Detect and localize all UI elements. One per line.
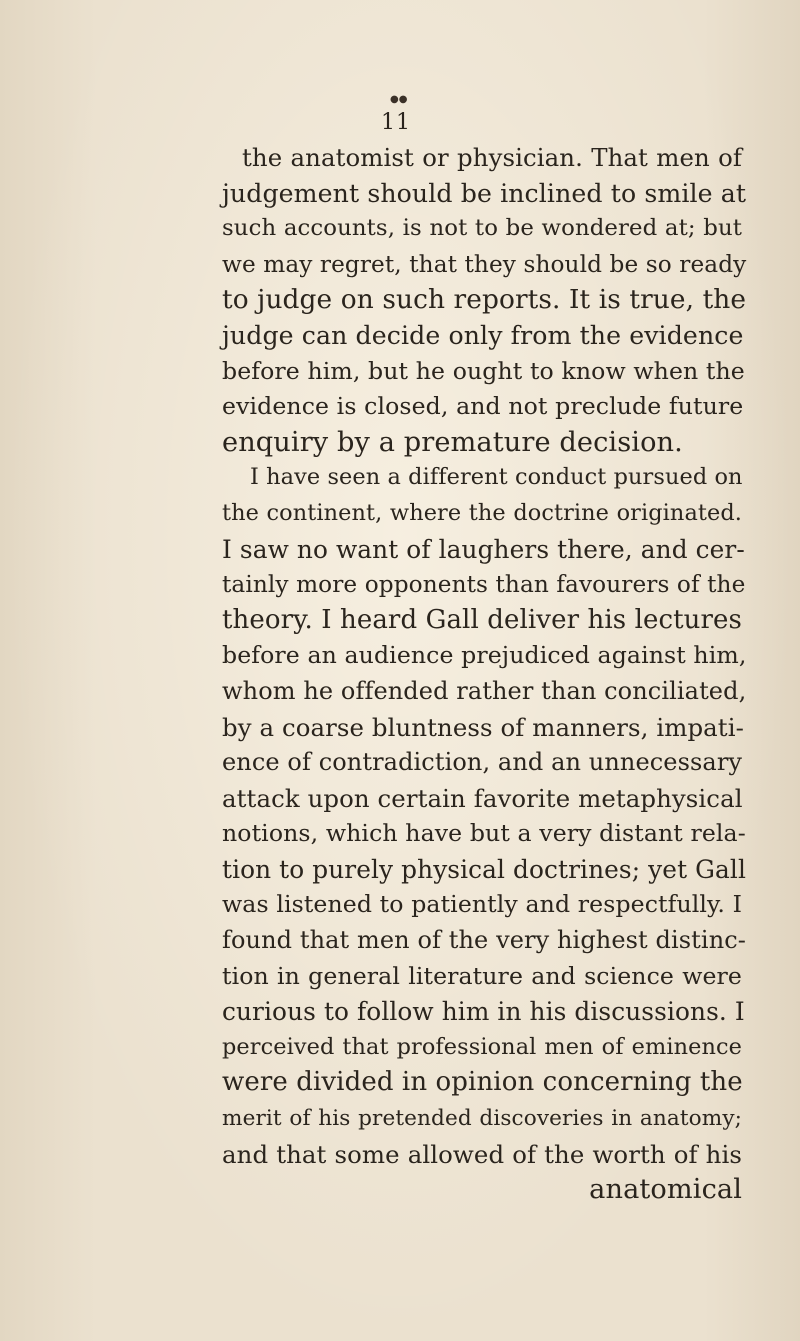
body-text (222, 140, 747, 1208)
text-line: before an audience prejudiced against him, (222, 641, 747, 670)
text-line: merit of his pretended discoveries in anatomy; (222, 1106, 742, 1132)
text-line: by a coarse bluntness of manners, impati- (222, 712, 744, 742)
text-line: and that some allowed of the worth of his (222, 1139, 742, 1169)
text-line: to judge on such reports. It is true, the (222, 284, 747, 316)
text-line: notions, which have but a very distant rela- (222, 819, 746, 848)
text-line: I saw no want of laughers there, and cer- (222, 534, 745, 564)
text-line: judgement should be inclined to smile at (222, 178, 747, 208)
text-line: attack upon certain favorite metaphysical (222, 783, 743, 813)
page-number: 11 (381, 110, 411, 135)
text-line: the continent, where the doctrine originated. (222, 499, 742, 526)
text-line: found that men of the very highest distinc- (222, 926, 747, 955)
text-line: whom he offended rather than conciliated, (222, 676, 747, 705)
text-line: was listened to patiently and respectfully. I (222, 890, 742, 919)
text-line: ence of contradiction, and an unnecessary (222, 748, 743, 777)
text-line: we may regret, that they should be so ready (222, 250, 747, 278)
text-line: before him, but he ought to know when the (222, 356, 745, 385)
text-line: evidence is closed, and not preclude future (222, 392, 744, 421)
text-line: perceived that professional men of eminence (222, 1033, 742, 1060)
text-line: tainly more opponents than favourers of the (222, 571, 746, 599)
text-line: such accounts, is not to be wondered at; but (222, 215, 742, 242)
text-line: theory. I heard Gall deliver his lectures (222, 604, 742, 635)
catchword: anatomical (589, 1174, 742, 1206)
text-line: were divided in opinion concerning the (222, 1067, 743, 1098)
text-line: tion in general literature and science were (222, 961, 742, 990)
text-line: tion to purely physical doctrines; yet Gall (222, 854, 746, 884)
text-line: I have seen a different conduct pursued on (250, 464, 743, 491)
ornament-dots: ●● (390, 94, 408, 105)
text-line: judge can decide only from the evidence (222, 320, 744, 350)
text-line: curious to follow him in his discussions. I (222, 997, 745, 1027)
text-line: the anatomist or physician. That men of (242, 143, 742, 172)
text-line: enquiry by a premature decision. (222, 426, 683, 458)
